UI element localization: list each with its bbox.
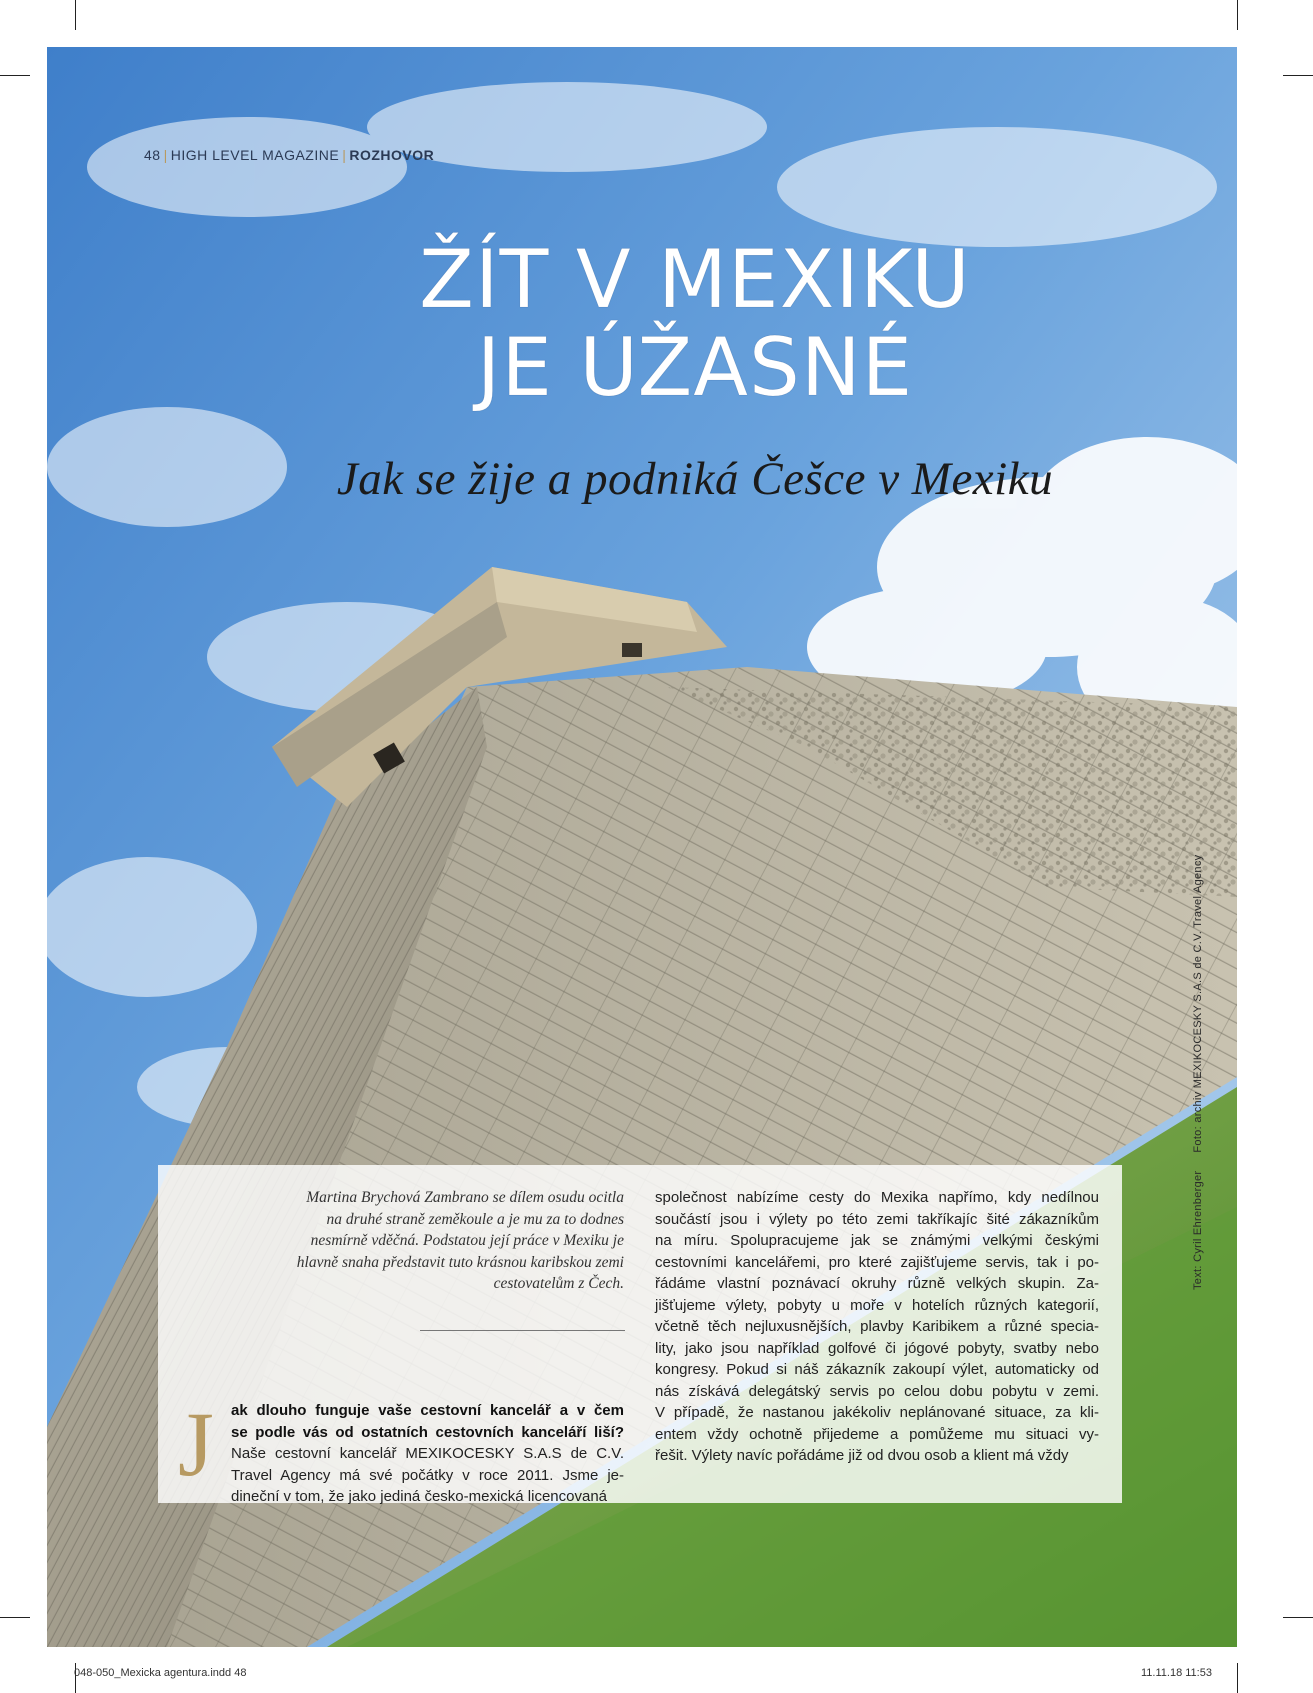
column-2 — [655, 1187, 1099, 1467]
photo-credit — [1192, 837, 1204, 1290]
header-separator: | — [163, 147, 168, 163]
body-line: součástí jsou i výlety po této zemi takříkajíc šité zákazníkům — [655, 1210, 1099, 1228]
lead-line: nesmírně vděčná. Podstatou její práce v Mexiku je — [310, 1232, 624, 1249]
body-line: jišťujeme výlety, pobyty u moře v hotelích různých kategorií, — [655, 1296, 1099, 1314]
question-line: ak dlouho funguje vaše cestovní kancelář a v čem — [231, 1402, 624, 1419]
running-header — [144, 147, 434, 163]
crop-mark — [1283, 1617, 1313, 1618]
lead-line: hlavně snaha představit tuto krásnou karibskou zemi — [296, 1253, 624, 1271]
question-line: se podle vás od ostatních cestovních kanceláří liší? — [231, 1423, 624, 1441]
lead-line: cestovatelům z Čech. — [493, 1275, 624, 1292]
body-line: kongresy. Pokud si náš zákazník zakoupí výlet, automaticky od — [655, 1361, 1099, 1378]
body-line: V případě, že nastanou jakékoliv neplánované situace, za kli- — [655, 1404, 1099, 1421]
column-1 — [231, 1400, 624, 1508]
crop-mark — [1237, 0, 1238, 30]
crop-mark — [0, 1617, 30, 1618]
body-line: řešit. Výlety navíc pořádáme již od dvou osob a klient má vždy — [655, 1447, 1069, 1464]
body-line: řádáme vlastní poznávací okruhy různě velkých skupin. Za- — [655, 1275, 1099, 1292]
text-credit: Text: Cyril Ehrenberger — [1192, 1170, 1204, 1290]
page-number: 48 — [144, 147, 161, 163]
magazine-name: HIGH LEVEL MAGAZINE — [170, 147, 340, 163]
crop-mark — [0, 75, 30, 76]
body-line: včetně těch nejluxusnějších, plavby Karibikem a různé specia- — [655, 1318, 1099, 1335]
article-subtitle: Jak se žije a podniká Češce v Mexiku — [336, 453, 1054, 505]
body-line: na míru. Spolupracujeme jak se známými velkými českými — [655, 1232, 1099, 1249]
body-line: lity, jako jsou například golfové či jógové pobyty, svatby nebo — [655, 1339, 1099, 1357]
lead-divider — [420, 1330, 625, 1331]
photo-credit-text: Foto: archiv MEXIKOCESKY S.A.S de C.V. Travel Agency — [1192, 854, 1204, 1153]
title-line-2: JE ÚŽASNÉ — [476, 321, 914, 414]
body-line: Naše cestovní kancelář MEXIKOCESKY S.A.S de C.V. — [231, 1445, 624, 1462]
body-line: Travel Agency má své počátky v roce 2011. Jsme je- — [231, 1466, 624, 1484]
body-line: entem vždy ochotně přijedeme a pomůžeme mu situaci vy- — [655, 1425, 1099, 1443]
lead-line: na druhé straně zeměkoule a je mu za to dodnes — [326, 1210, 624, 1228]
crop-mark — [1283, 75, 1313, 76]
print-date-slug: 11.11.18 11:53 — [1141, 1667, 1212, 1679]
title-line-1: ŽÍT V MEXIKU — [419, 233, 971, 326]
drop-cap: J — [178, 1393, 214, 1495]
lead-paragraph — [204, 1187, 624, 1295]
body-line: dineční v tom, že jako jediná česko-mexická licencovaná — [231, 1488, 608, 1505]
section-name: ROZHOVOR — [349, 147, 435, 163]
header-separator: | — [342, 147, 347, 163]
crop-mark — [1237, 1663, 1238, 1693]
body-line: společnost nabízíme cesty do Mexika napřímo, kdy nedílnou — [655, 1189, 1099, 1206]
body-line: nás získává delegátský servis po celou dobu pobytu v zemi. — [655, 1382, 1099, 1400]
body-line: cestovními kancelářemi, pro které zajišťujeme servis, tak i po- — [655, 1253, 1099, 1271]
lead-line: Martina Brychová Zambrano se dílem osudu ocitla — [306, 1189, 624, 1206]
article-title — [150, 233, 1240, 414]
crop-mark — [75, 0, 76, 30]
print-file-slug: 048-050_Mexicka agentura.indd 48 — [74, 1667, 247, 1679]
